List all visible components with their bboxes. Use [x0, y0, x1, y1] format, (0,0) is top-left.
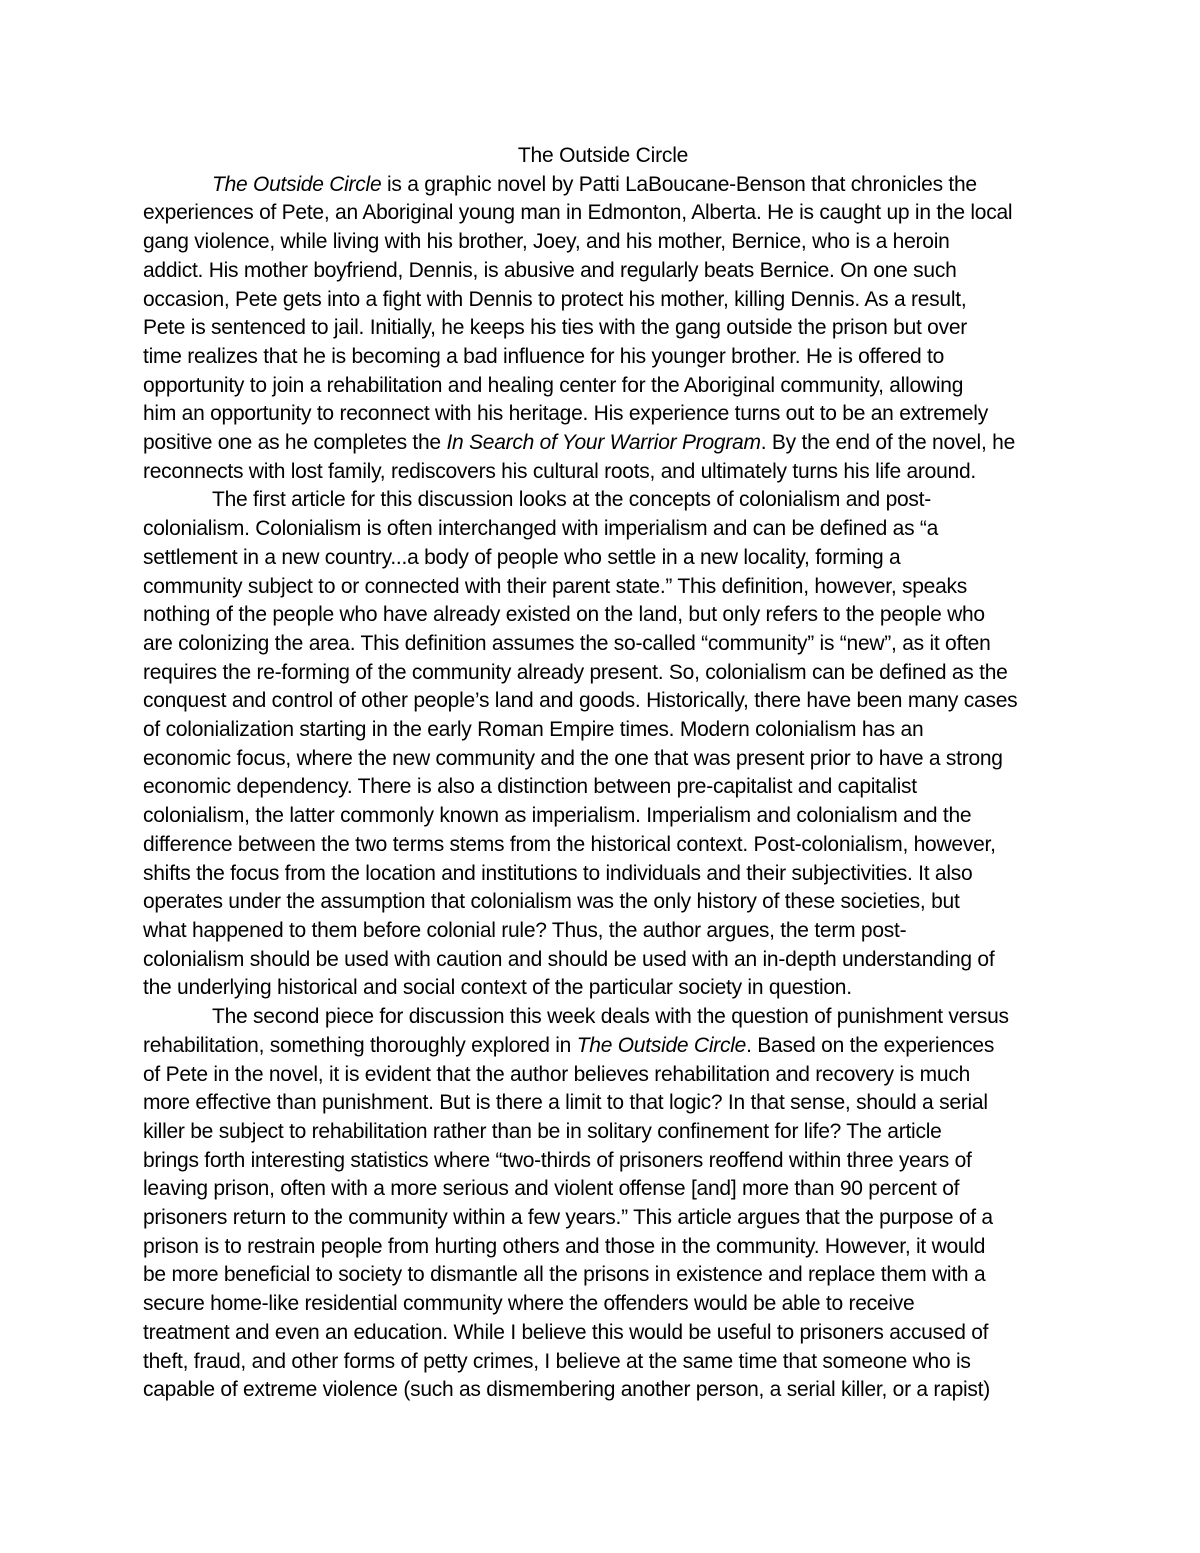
text-line — [143, 257, 1063, 286]
text-line — [143, 1290, 1063, 1319]
text-line — [143, 802, 1063, 831]
text-segment: colonialism should be used with caution and should be used with an in-depth understanding of — [143, 947, 995, 971]
text-segment: . By the end of the novel, he — [760, 431, 1015, 455]
text-segment: gang violence, while living with his brother, Joey, and his mother, Bernice, who is a heroin — [143, 230, 950, 254]
text-segment: nothing of the people who have already existed on the land, but only refers to the people who — [143, 603, 985, 627]
text-line — [143, 773, 1063, 802]
text-segment: shifts the focus from the location and institutions to individuals and their subjectivities. It also — [143, 861, 973, 885]
text-line — [143, 745, 1063, 774]
text-line — [143, 917, 1063, 946]
text-line — [143, 1376, 1063, 1405]
text-line — [143, 171, 1063, 200]
text-line — [143, 1204, 1063, 1233]
text-line — [143, 429, 1063, 458]
text-segment: . Based on the experiences — [746, 1033, 995, 1057]
text-line — [143, 601, 1063, 630]
italic-title-text: The Outside Circle — [576, 1033, 747, 1057]
text-line — [143, 544, 1063, 573]
text-segment: prison is to restrain people from hurting others and those in the community. However, it would — [143, 1234, 986, 1258]
text-segment: secure home-like residential community where the offenders would be able to receive — [143, 1292, 915, 1316]
text-line — [143, 659, 1063, 688]
text-line — [143, 343, 1063, 372]
text-line — [143, 1233, 1063, 1262]
text-segment: theft, fraud, and other forms of petty crimes, I believe at the same time that someone who is — [143, 1349, 971, 1373]
text-line — [143, 228, 1063, 257]
text-line — [143, 515, 1063, 544]
text-line — [143, 946, 1063, 975]
text-line — [143, 1089, 1063, 1118]
text-segment: prisoners return to the community within a few years.” This article argues that the purpose of a — [143, 1206, 993, 1230]
text-line — [143, 372, 1063, 401]
text-segment: be more beneficial to society to dismantle all the prisons in existence and replace them with a — [143, 1263, 986, 1287]
text-line — [143, 286, 1063, 315]
text-segment: the underlying historical and social context of the particular society in question. — [143, 976, 852, 1000]
text-segment: The second piece for discussion this week deals with the question of punishment versus — [212, 1005, 1009, 1029]
text-segment: leaving prison, often with a more serious and violent offense [and] more than 90 percent of — [143, 1177, 960, 1201]
text-line — [143, 1061, 1063, 1090]
text-segment: time realizes that he is becoming a bad influence for his younger brother. He is offered to — [143, 344, 944, 368]
text-segment: economic focus, where the new community and the one that was present prior to have a strong — [143, 746, 1003, 770]
text-line — [143, 400, 1063, 429]
text-line — [143, 486, 1063, 515]
text-line — [143, 573, 1063, 602]
text-segment: operates under the assumption that colonialism was the only history of these societies, but — [143, 890, 960, 914]
text-segment: settlement in a new country...a body of people who settle in a new locality, forming a — [143, 545, 901, 569]
text-segment: conquest and control of other people’s land and goods. Historically, there have been many cases — [143, 689, 1018, 713]
text-line — [143, 716, 1063, 745]
text-line — [143, 1003, 1063, 1032]
text-segment: colonialism. Colonialism is often interchanged with imperialism and can be defined as “a — [143, 517, 939, 541]
text-line — [143, 458, 1063, 487]
document-text — [143, 171, 1063, 1405]
text-segment: are colonizing the area. This definition assumes the so-called “community” is “new”, as it often — [143, 631, 991, 655]
text-line — [143, 860, 1063, 889]
text-segment: is a graphic novel by Patti LaBoucane-Benson that chronicles the — [381, 172, 977, 196]
text-segment: him an opportunity to reconnect with his heritage. His experience turns out to be an extremely — [143, 402, 988, 426]
text-segment: economic dependency. There is also a distinction between pre-capitalist and capitalist — [143, 775, 917, 799]
text-line — [143, 1261, 1063, 1290]
text-segment: brings forth interesting statistics where “two-thirds of prisoners reoffend within three years of — [143, 1148, 972, 1172]
text-line — [143, 1319, 1063, 1348]
text-segment: Pete is sentenced to jail. Initially, he keeps his ties with the gang outside the prison but over — [143, 316, 968, 340]
text-segment: capable of extreme violence (such as dismembering another person, a serial killer, or a rapist) — [143, 1378, 991, 1402]
text-line — [143, 687, 1063, 716]
italic-title-text: The Outside Circle — [212, 172, 382, 196]
text-segment: community subject to or connected with their parent state.” This definition, however, speaks — [143, 574, 968, 598]
text-segment: positive one as he completes the — [143, 431, 447, 455]
text-segment: requires the re-forming of the community already present. So, colonialism can be defined as the — [143, 660, 1008, 684]
text-segment: difference between the two terms stems from the historical context. Post-colonialism, however, — [143, 832, 996, 856]
text-segment: reconnects with lost family, rediscovers his cultural roots, and ultimately turns his life around. — [143, 459, 976, 483]
text-segment: rehabilitation, something thoroughly explored in — [143, 1033, 577, 1057]
text-line — [143, 1175, 1063, 1204]
text-line — [143, 974, 1063, 1003]
text-segment: The first article for this discussion looks at the concepts of colonialism and post- — [212, 488, 932, 512]
text-line — [143, 888, 1063, 917]
document-body — [143, 142, 1063, 1405]
text-line — [143, 314, 1063, 343]
italic-title-text: In Search of Your Warrior Program — [446, 431, 761, 455]
text-line — [143, 1348, 1063, 1377]
text-line — [143, 199, 1063, 228]
text-line — [143, 1032, 1063, 1061]
text-segment: killer be subject to rehabilitation rather than be in solitary confinement for life? The article — [143, 1119, 942, 1143]
text-line — [143, 831, 1063, 860]
text-line — [143, 1147, 1063, 1176]
text-segment: treatment and even an education. While I believe this would be useful to prisoners accused of — [143, 1320, 989, 1344]
text-line — [143, 630, 1063, 659]
text-segment: occasion, Pete gets into a fight with Dennis to protect his mother, killing Dennis. As a result, — [143, 287, 967, 311]
text-segment: more effective than punishment. But is there a limit to that logic? In that sense, should a serial — [143, 1091, 988, 1115]
text-segment: of colonialization starting in the early Roman Empire times. Modern colonialism has an — [143, 718, 924, 742]
text-segment: of Pete in the novel, it is evident that the author believes rehabilitation and recovery is much — [143, 1062, 970, 1086]
text-segment: colonialism, the latter commonly known as imperialism. Imperialism and colonialism and the — [143, 804, 972, 828]
text-segment: what happened to them before colonial rule? Thus, the author argues, the term post- — [143, 918, 907, 942]
text-line — [143, 1118, 1063, 1147]
text-segment: opportunity to join a rehabilitation and healing center for the Aboriginal community, allowing — [143, 373, 964, 397]
text-segment: experiences of Pete, an Aboriginal young man in Edmonton, Alberta. He is caught up in the local — [143, 201, 1013, 225]
text-segment: addict. His mother boyfriend, Dennis, is abusive and regularly beats Bernice. On one such — [143, 258, 957, 282]
document-title: The Outside Circle — [517, 144, 689, 167]
